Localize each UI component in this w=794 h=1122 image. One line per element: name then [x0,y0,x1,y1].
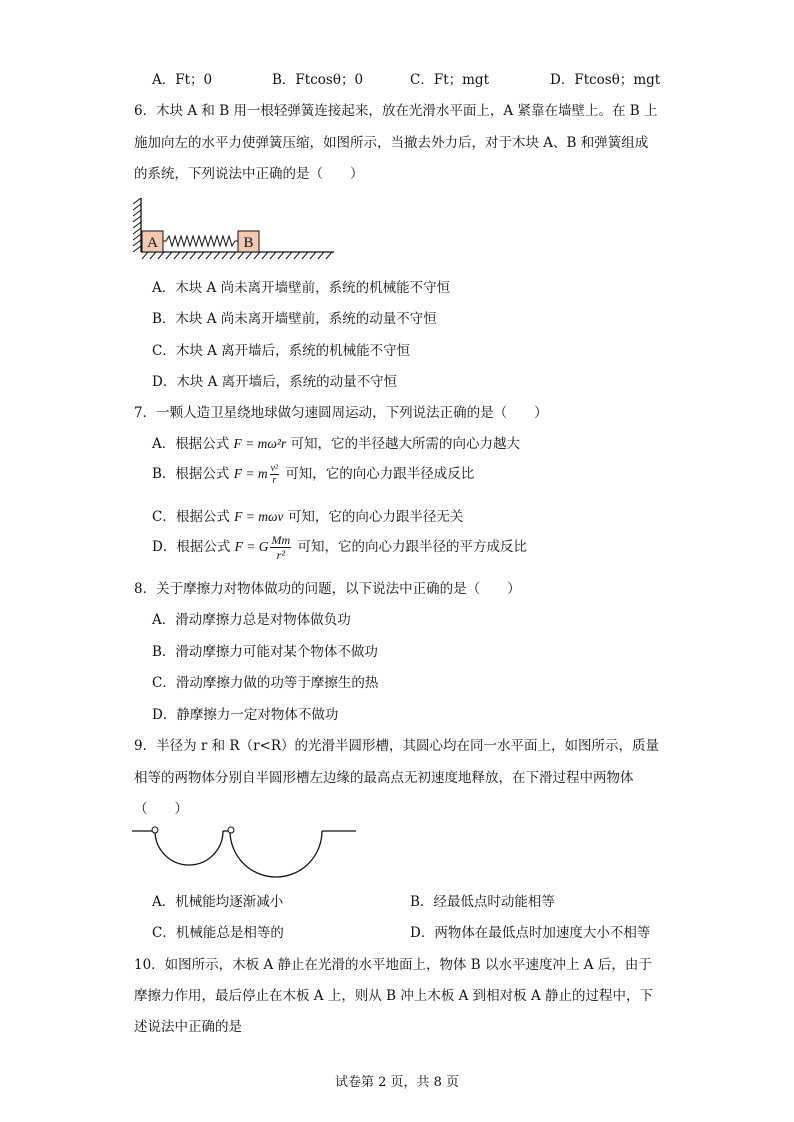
q9-option-c: C．机械能总是相等的 [152,925,284,941]
q8-option-a: A．滑动摩擦力总是对物体做负功 [152,612,351,628]
page-footer: 试卷第 2 页，共 8 页 [334,1075,460,1090]
q5-option-d: D．Ftcosθ；mgt [550,72,661,88]
large-groove [230,831,322,877]
q7-d-fraction [270,533,291,562]
q7-a-text: 可知，它的半径越大所需的向心力越大 [290,436,521,452]
q6-option-b: B．木块 A 尚未离开墙壁前，系统的动量不守恒 [152,311,437,327]
q7-d-lhs: F = G [234,539,269,554]
q7-d-text: 可知，它的向心力跟半径的平方成反比 [297,539,527,555]
q5-option-c: C．Ft；mgt [410,72,489,88]
q7-a-prefix: A．根据公式 [152,436,230,452]
q10-stem-line-3: 述说法中正确的是 [134,1019,242,1035]
q6-stem-line-3: 的系统，下列说法中正确的是（ ） [134,166,364,182]
q7-d-numerator: Mm [271,533,291,547]
q7-c-text: 可知，它的向心力跟半径无关 [287,509,464,525]
q6-stem-line-2: 施加向左的水平力使弹簧压缩，如图所示，当撤去外力后，对于木块 A、B 和弹簧组成 [134,135,649,151]
q7-option-d [152,533,527,562]
q6-option-d: D．木块 A 离开墙后，系统的动量不守恒 [152,374,398,390]
q9-option-b: B．经最低点时动能相等 [410,894,555,910]
q7-b-numerator: v² [270,463,279,474]
q8-option-c: C．滑动摩擦力做的功等于摩擦生的热 [152,675,379,691]
q9-option-a: A．机械能均逐渐减小 [152,894,284,910]
q7-option-b [152,462,474,486]
q7-stem: 7．一颗人造卫星绕地球做匀速圆周运动，下列说法正确的是（ ） [134,405,548,421]
q9-stem-line-1: 9．半径为 r 和 R（r<R）的光滑半圆形槽，其圆心均在同一水平面上，如图所示，质量 [134,738,660,754]
q8-option-b: B．滑动摩擦力可能对某个物体不做功 [152,644,378,660]
q7-option-a [152,432,520,452]
q7-a-formula: F = mω²r [233,436,287,451]
q7-c-prefix: C．根据公式 [152,509,230,525]
q7-b-fraction [270,463,279,486]
q6-stem-line-1: 6．木块 A 和 B 用一根轻弹簧连接起来，放在光滑水平面上，A 紧靠在墙壁上。在 B 上 [134,103,658,119]
q9-options-row-2 [152,921,692,941]
small-groove [155,831,223,865]
q7-option-c [152,505,463,525]
q10-stem-line-2: 摩擦力作用，最后停止在木板 A 上，则从 B 冲上木板 A 到相对板 A 静止的过程中，下 [134,988,653,1004]
q7-b-text: 可知，它的向心力跟半径成反比 [285,466,475,482]
q5-option-a: A．Ft；0 [152,72,213,88]
q6-option-a: A．木块 A 尚未离开墙壁前，系统的机械能不守恒 [152,280,451,296]
q7-d-prefix: D．根据公式 [152,539,231,555]
q7-c-formula: F = mωv [234,509,284,524]
q10-stem-line-1: 10．如图所示，木板 A 静止在光滑的水平地面上，物体 B 以水平速度冲上 A 后，由于 [134,957,652,973]
q6-option-c: C．木块 A 离开墙后，系统的机械能不守恒 [152,343,411,359]
q9-semicircle-figure [130,822,360,886]
block-a-label: A [147,235,158,251]
block-b-label: B [243,235,254,251]
q5-option-b: B．Ftcosθ；0 [272,72,364,88]
q9-stem-line-2: 相等的两物体分别自半圆形槽左边缘的最高点无初速度地释放，在下滑过程中两物体 [134,770,634,786]
q7-b-lhs: F = m [233,466,268,481]
spring [163,236,238,246]
q7-b-prefix: B．根据公式 [152,466,230,482]
q8-option-d: D．静摩擦力一定对物体不做功 [152,707,339,723]
small-ball [152,827,158,833]
q9-stem-line-3: （ ） [134,801,188,817]
q9-options-row-1 [152,890,692,910]
q7-b-denominator: r [272,475,277,486]
q7-d-denominator: r² [276,548,285,562]
q8-stem: 8．关于摩擦力对物体做功的问题，以下说法中正确的是（ ） [134,581,521,597]
large-ball [228,827,234,833]
q9-option-d: D．两物体在最低点时加速度大小不相等 [410,925,651,941]
q6-spring-figure [128,190,343,262]
q5-options [152,68,692,88]
